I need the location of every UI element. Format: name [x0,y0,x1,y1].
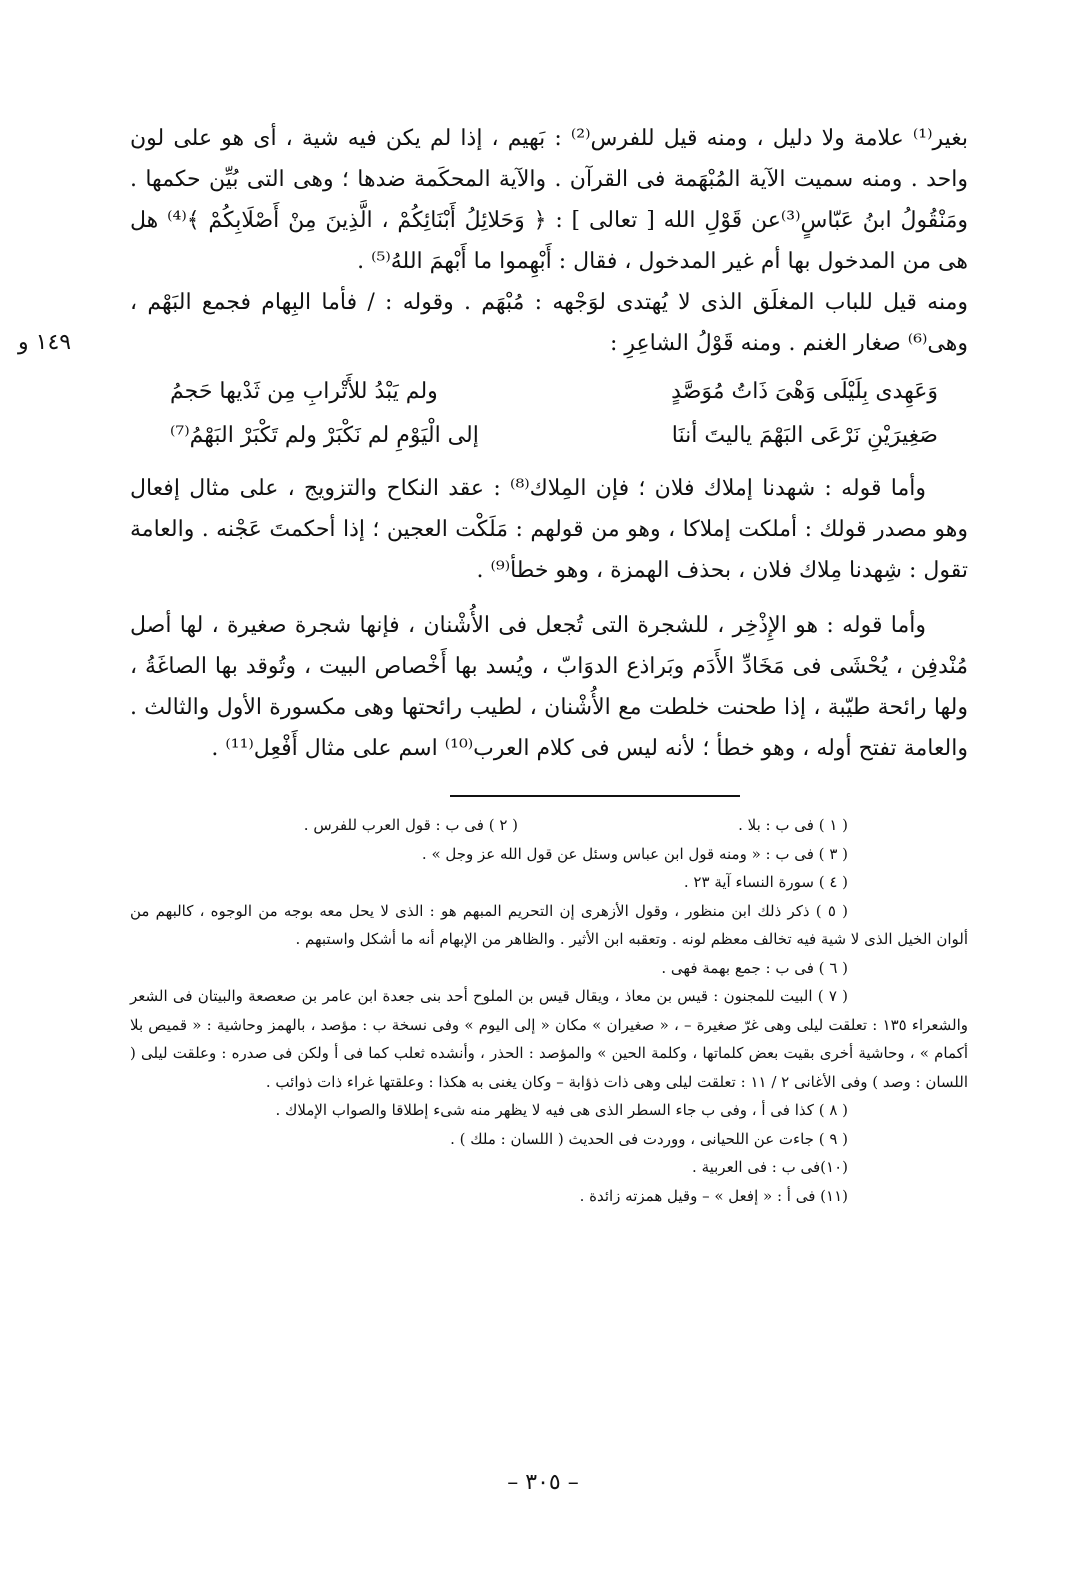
verse-line-2 [130,414,968,458]
footnote-separator [450,795,740,797]
poem-verse [130,370,968,458]
footnote-7: ( ٧ ) البيت للمجنون : قيس بن معاذ ، ويقال قيس بن الملوح أحد بنى جعدة ابن عامر بن صعصعة والبيتان فى الشعر والشعراء ١٣٥ : تعلقت ليلى وهى غرّ صغيرة – ، « صغيران » مكان « إلى اليوم » وفى نسخة ب : مؤصد ، بالهمز وحاشية : « قميص بلا أكمام » ، وحاشية أخرى بقيت بعض كلماتها ، وكلمة الحين » والمؤصد : الحذر ، وأنشده ثعلب كما فى أ ولكن فى صدره : وعلقت ليلى ( اللسان : وصد ) وفى الأغانى ٢ / ١١ : تعلقت ليلى وهى ذات ذؤابة – وكان يغنى به هكذا : وعلقتها غراء ذات ذوائب . [130,987,968,1091]
paragraph-1: بغير⁽¹⁾ علامة ولا دليل ، ومنه قيل للفرس⁽²⁾ : بَهيم ، إذا لم يكن فيه شية ، أى هو على لون واحد . ومنه سميت الآية المُبْهَمة فى القرآن . والآية المحكَمة ضدها ؛ وهى التى بُيِّن حكمها . ومَنْقُولُ ابنُ عَبّاسٍ⁽³⁾عن قَوْلِ الله [ تعالى ] : ﴿ وَحَلائِلُ أَبْنَائِكُمْ ، الَّذِينَ مِنْ أَصْلَابِكُمْ ﴾⁽⁴⁾ هل هى من المدخول بها أم غير المدخول ، فقال : أَبْهِموا ما أَبْهمَ اللهُ⁽⁵⁾ . [130,126,968,274]
footnote-4: ( ٤ ) سورة النساء آية ٢٣ . [683,873,848,891]
footnote-pair [130,811,968,840]
manuscript-folio-number: ١٤٩ و [18,330,72,355]
page-number: – ٣٠٥ – [507,1470,579,1495]
main-text [130,118,968,364]
hemistich-left: ولم يَبْدُ للأَتْرابِ مِن ثَدْيها حَجمُ [170,379,438,404]
footnote-11: (١١) فى أ : « إفعل » – وقيل همزته زائدة . [579,1186,848,1205]
paragraph-2: ومنه قيل للباب المغلَق الذى لا يُهتدى لوَجْهه : مُبْهَم . وقوله : / فأما البِهام فجمع البَهْم ، وهى⁽⁶⁾ صغار الغنم . ومنه قَوْلُ الشاعِرِ : [130,290,968,356]
verse-line-1 [130,370,968,414]
footnote-2: ( ٢ ) فى ب : قول العرب للفرس . [303,816,518,834]
hemistich-right: صَغِيرَيْنِ نَرْعَى البَهْمَ ياليتَ أننَا [671,423,938,448]
footnote-1: ( ١ ) فى ب : بلا . [738,816,848,834]
footnote-10: (١٠)فى ب : فى العربية . [692,1158,848,1176]
footnotes [130,811,968,1210]
footnote-9: ( ٩ ) جاءت عن اللحيانى ، ووردت فى الحديث ( اللسان : ملك ) . [450,1129,848,1148]
footnote-3: ( ٣ ) فى ب : « ومنه قول ابن عباس وسئل عن قول الله عز وجل » . [421,844,848,863]
footnote-5: ( ٥ ) ذكر ذلك ابن منظور ، وقول الأزهرى إن التحريم المبهم هو : الذى لا يحل معه بوجه من الوجوه ، كالبهم من ألوان الخيل الذى لا شية فيه تخالف معظم لونه . وتعقبه ابن الأثير . والظاهر من الإبهام أنه ما أشكل واستبهم . [130,901,968,948]
paragraph-4: وأما قوله : هو الإِذْخِر ، للشجرة التى تُجعل فى الأُشْنان ، فإنها شجرة صغيرة ، لها أصل مُنْدفِن ، يُحْشَى فى مَخَادِّ الأَدَم وبَراذع الدوَابّ ، ويُسد بها أَخْصاص البيت ، وتُوقد بها الصاغَةُ ، ولها رائحة طيّبة ، إذا طحنت خلطت مع الأُشْنان ، لطيب رائحتها وهى مكسورة الأول والثالث . والعامة تفتح أوله ، وهو خطأ ؛ لأنه ليس فى كلام العرب⁽¹⁰⁾ اسم على مثال أَفْعِل⁽¹¹⁾ . [130,613,968,761]
paragraph-3: وأما قوله : شهدنا إملاك فلان ؛ فإن المِلاك⁽⁸⁾ : عقد النكاح والتزويج ، على مثال إفعال وهو مصدر قولك : أملكت إملاكا ، وهو من قولهم : مَلَكْت العجين ؛ إذا أحكمتَ عَجْنه . والعامة تقول : شِهدنا مِلاك فلان ، بحذف الهمزة ، وهو خطأ⁽⁹⁾ . [130,476,968,583]
footnote-8: ( ٨ ) كذا فى أ ، وفى ب جاء السطر الذى هى فيه لا يظهر منه شىء إطلاقا والصواب الإملاك . [275,1101,848,1119]
footnote-6: ( ٦ ) فى ب : جمع بهمة فهى . [661,958,848,977]
hemistich-left: إلى الْيَوْمِ لم نَكْبَرْ ولم تَكْبَرْ البَهْمُ⁽⁷⁾ [170,423,479,448]
main-text-continued [130,468,968,769]
hemistich-right: وَعَهِدى بِلَيْلَى وَهْىَ ذَاتُ مُوَصَّدٍ [671,379,938,404]
